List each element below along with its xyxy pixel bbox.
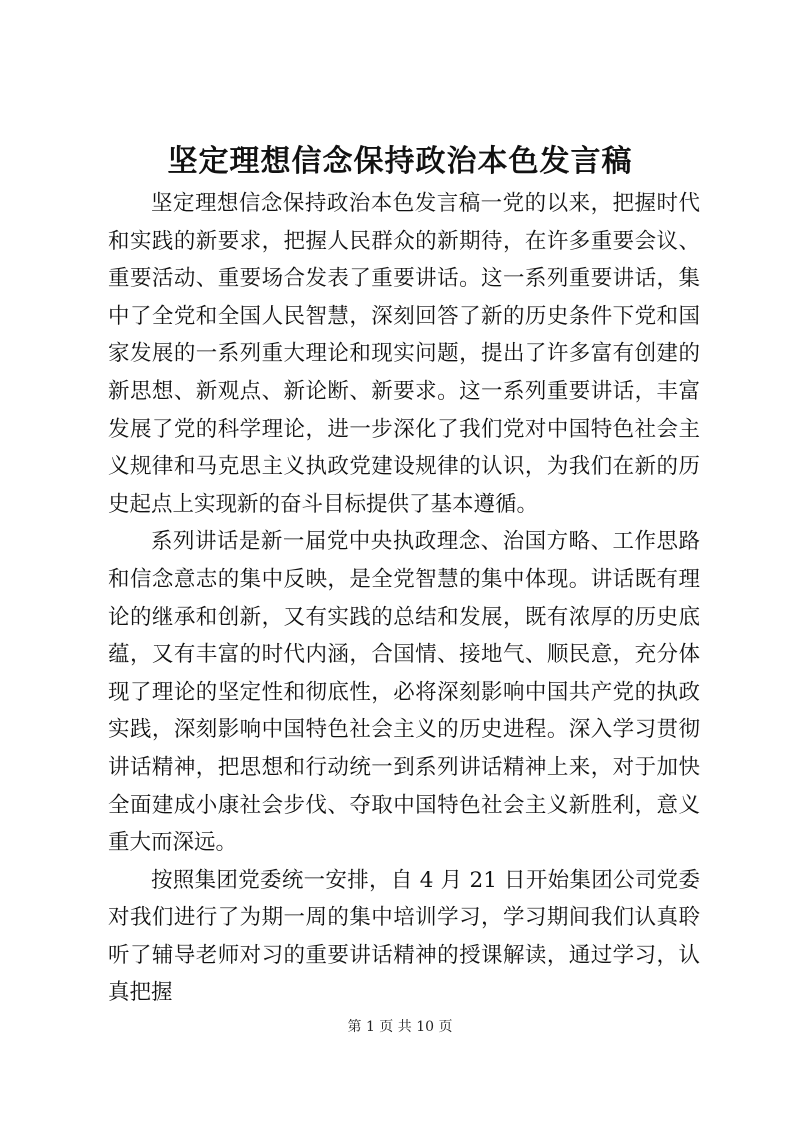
document-title: 坚定理想信念保持政治本色发言稿 (167, 144, 633, 179)
page-number-footer: 第 1 页 共 10 页 (347, 1019, 453, 1035)
document-body (108, 185, 700, 1012)
paragraph-2: 系列讲话是新一届党中央执政理念、治国方略、工作思路和信念意志的集中反映，是全党智慧的集中体现。讲话既有理论的继承和创新，又有实践的总结和发展，既有浓厚的历史底蕴，又有丰富的时代内涵，合国情、接地气、顺民意，充分体现了理论的坚定性和彻底性，必将深刻影响中国共产党的执政实践，深刻影响中国特色社会主义的历史进程。深入学习贯彻讲话精神，把思想和行动统一到系列讲话精神上来，对于加快全面建成小康社会步伐、夺取中国特色社会主义新胜利，意义重大而深远。 (108, 529, 700, 856)
paragraph-3: 按照集团党委统一安排，自 4 月 21 日开始集团公司党委对我们进行了为期一周的集中培训学习，学习期间我们认真聆听了辅导老师对习的重要讲话精神的授课解读，通过学习，认真把握 (108, 867, 700, 1006)
paragraph-1: 坚定理想信念保持政治本色发言稿一党的以来，把握时代和实践的新要求，把握人民群众的新期待，在许多重要会议、重要活动、重要场合发表了重要讲话。这一系列重要讲话，集中了全党和全国人民智慧，深刻回答了新的历史条件下党和国家发展的一系列重大理论和现实问题，提出了许多富有创建的新思想、新观点、新论断、新要求。这一系列重要讲话，丰富发展了党的科学理论，进一步深化了我们党对中国特色社会主义规律和马克思主义执政党建设规律的认识，为我们在新的历史起点上实现新的奋斗目标提供了基本遵循。 (108, 191, 700, 517)
